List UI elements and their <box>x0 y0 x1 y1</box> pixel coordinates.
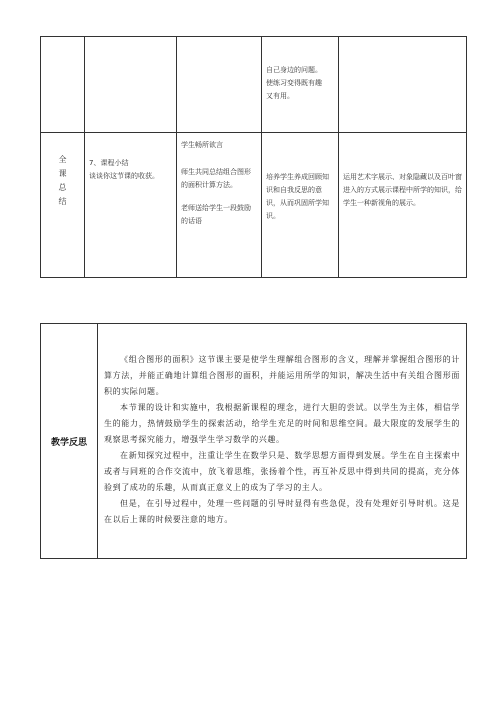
student-activity-item: 师生共同总结组合图形的面积计算方法。 <box>181 168 251 189</box>
reflection-paragraph: 《组合图形的面积》这节课主要是使学生理解组合图形的含义，理解并掌握组合图形的计算方法，并能正确地计算组合图形的面积，并能运用所学的知识，解决生活中有关组合图形面积的实际问题。 <box>104 354 460 396</box>
effect-cell <box>262 37 339 133</box>
stage-cell-empty <box>41 37 85 133</box>
lesson-plan-table <box>40 36 467 278</box>
reflection-paragraph: 但是，在引导过程中，处理一些问题的引导时显得有些急促，没有处理好引导时机。这是在以后上课的时候要注意的地方。 <box>104 498 460 524</box>
reflection-paragraph: 在新知探究过程中，注重让学生在数学只是、数学思想方面得到发展。学生在自主探索中或者与同班的合作交流中，放飞着思维，张扬着个性，再互补反思中得到共同的提高，充分体验到了成功的乐趣，从而真正意义上的成为了学习的主人。 <box>104 450 460 492</box>
stage-char: 课 <box>58 169 67 178</box>
lesson-row-summary <box>41 133 467 278</box>
teaching-reflection-table <box>40 323 467 559</box>
lesson-row-continued <box>41 37 467 133</box>
stage-char: 结 <box>58 197 67 206</box>
effect-line: 使练习变得既有趣 <box>266 79 322 87</box>
design-intent-cell <box>262 133 339 278</box>
stage-char: 全 <box>58 155 67 164</box>
student-activity-item: 老师送给学生一段鼓励的话语 <box>181 204 251 225</box>
teacher-cell-empty <box>85 37 177 133</box>
reflection-paragraph: 本节课的设计和实施中，我根据新课程的理念，进行大胆的尝试。以学生为主体，相信学生的能力，热情鼓励学生的探索活动，给学生充足的时间和思维空间。最大限度的发展学生的观察思考探究能力，增强学生学习数学的兴趣。 <box>104 402 460 444</box>
student-cell-empty <box>177 37 262 133</box>
stage-char: 总 <box>58 183 67 192</box>
teacher-activity-prompt: 谈谈你这节课的收获。 <box>89 172 159 180</box>
student-activity-cell <box>177 133 262 278</box>
effect-line: 又有用。 <box>266 92 294 100</box>
design-intent-text: 培养学生养成回顾知识和自我反思的意识，从而巩固所学知识。 <box>266 173 329 220</box>
stage-cell <box>41 133 85 278</box>
teacher-activity-title: 7、课程小结 <box>89 159 129 167</box>
design-cell-empty <box>339 37 467 133</box>
reflection-heading: 教学反思 <box>41 324 98 559</box>
effect-line: 自己身边的问题。 <box>266 66 322 74</box>
student-activity-item: 学生畅所欲言 <box>181 141 223 149</box>
media-design-cell <box>339 133 467 278</box>
reflection-body <box>98 324 467 559</box>
teacher-activity-cell <box>85 133 177 278</box>
media-design-text: 运用艺术字展示、对象隐藏以及百叶窗进入的方式展示课程中所学的知识，给学生一种新视角的展示。 <box>343 173 462 207</box>
